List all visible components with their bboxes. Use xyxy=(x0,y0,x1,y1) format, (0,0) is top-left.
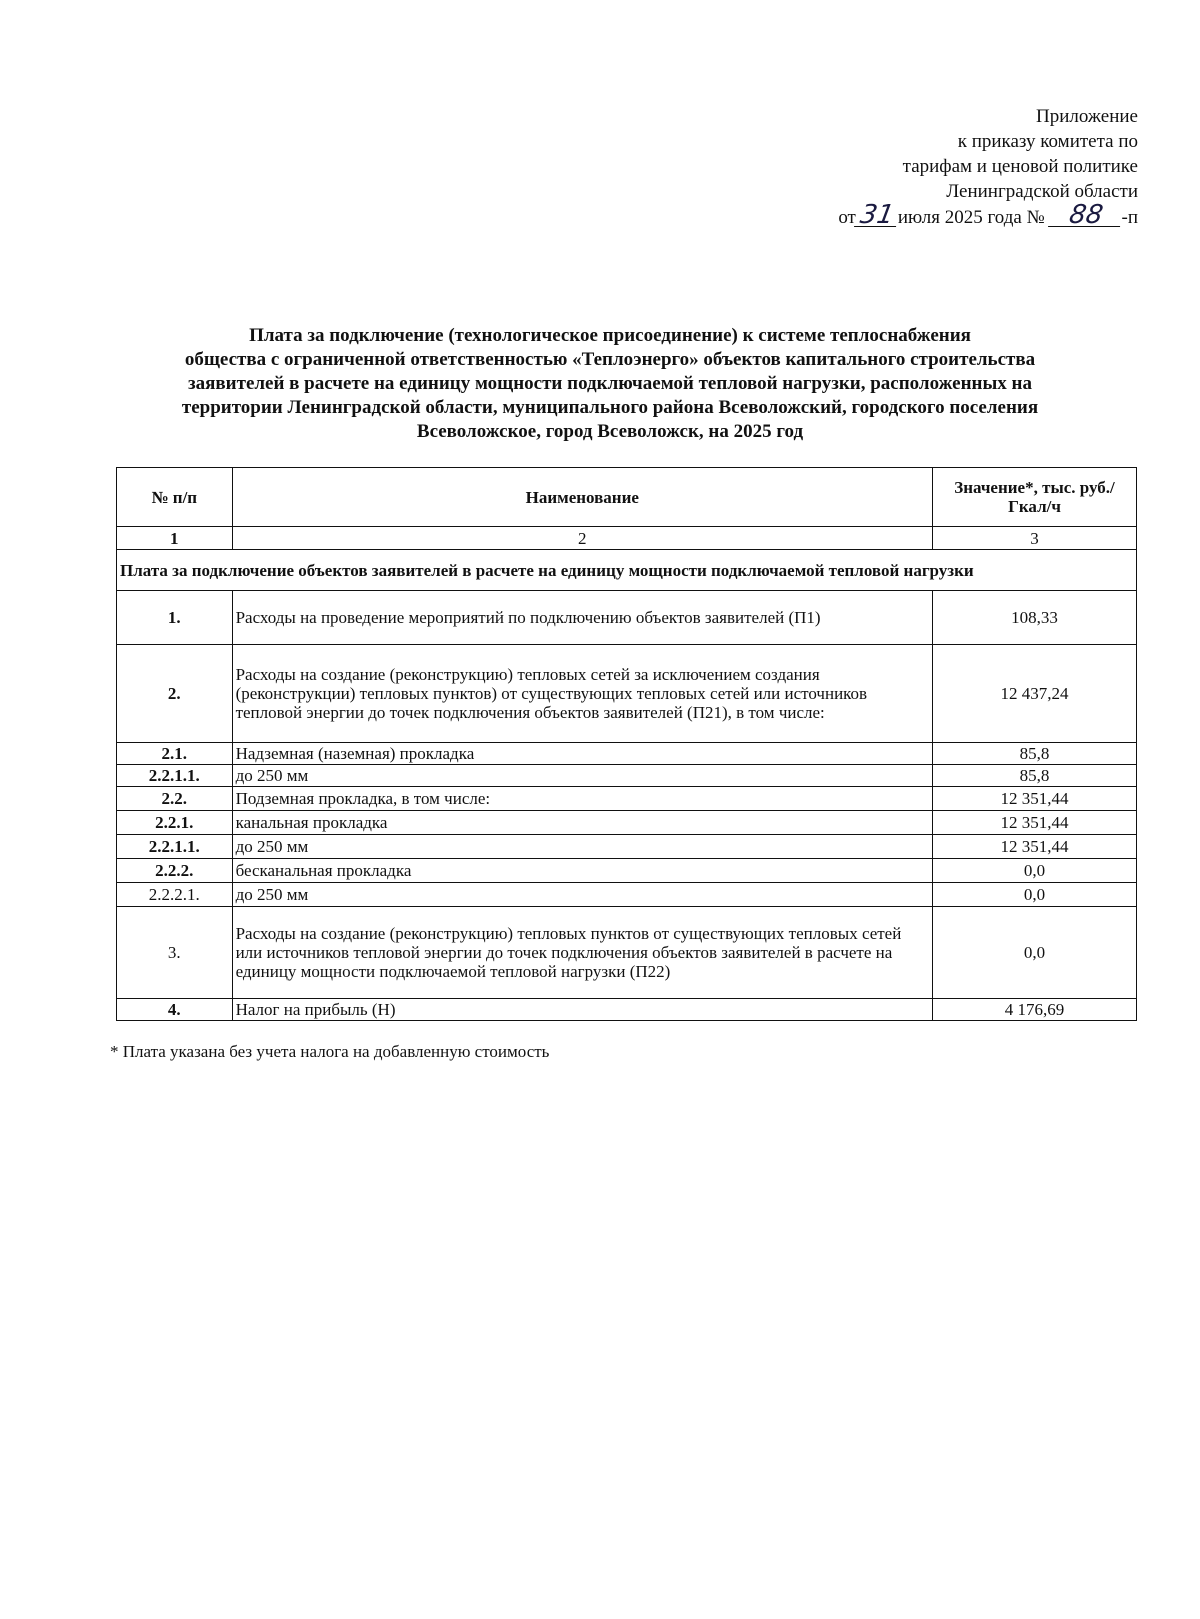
table-row xyxy=(117,907,1137,999)
appendix-header xyxy=(838,104,1138,230)
row-name: канальная прокладка xyxy=(232,811,932,835)
column-number: 2 xyxy=(232,527,932,550)
title-line: территории Ленинградской области, муниципального района Всеволожский, городского поселения xyxy=(181,397,1039,418)
table-row xyxy=(117,787,1137,811)
row-name: Расходы на создание (реконструкцию) тепловых сетей за исключением создания (реконструкции) тепловых пунктов) от существующих тепловых сетей или источников тепловой энергии до точек подключения объектов заявителей (П21), в том числе: xyxy=(232,645,932,743)
row-name: до 250 мм xyxy=(232,883,932,907)
table-row xyxy=(117,811,1137,835)
table-row xyxy=(117,859,1137,883)
row-number: 2.2.1.1. xyxy=(117,835,233,859)
section-title: Плата за подключение объектов заявителей в расчете на единицу мощности подключаемой тепловой нагрузки xyxy=(117,550,1137,591)
row-number: 2.2.2. xyxy=(117,859,233,883)
header-number: № п/п xyxy=(117,468,233,527)
row-number: 2.2.2.1. xyxy=(117,883,233,907)
row-number: 2.1. xyxy=(117,743,233,765)
header-name: Наименование xyxy=(232,468,932,527)
title-line: Плата за подключение (технологическое присоединение) к системе теплоснабжения xyxy=(249,325,971,346)
document-title xyxy=(110,324,1110,444)
row-value: 85,8 xyxy=(932,743,1136,765)
table-row xyxy=(117,835,1137,859)
order-date-line xyxy=(838,200,1138,230)
row-value: 12 351,44 xyxy=(932,811,1136,835)
title-line: заявителей в расчете на единицу мощности подключаемой тепловой нагрузки, расположенных на xyxy=(187,373,1032,394)
row-number: 2.2.1. xyxy=(117,811,233,835)
tariff-table xyxy=(116,467,1137,1021)
row-number: 2.2.1.1. xyxy=(117,765,233,787)
row-value: 85,8 xyxy=(932,765,1136,787)
row-name: Расходы на проведение мероприятий по подключению объектов заявителей (П1) xyxy=(232,591,932,645)
row-name: Подземная прокладка, в том числе: xyxy=(232,787,932,811)
table-header-row xyxy=(117,468,1137,527)
table-row xyxy=(117,765,1137,787)
table-row xyxy=(117,999,1137,1021)
date-prefix: от xyxy=(838,207,856,228)
row-value: 0,0 xyxy=(932,883,1136,907)
column-number-row xyxy=(117,527,1137,550)
vat-footnote: * Плата указана без учета налога на добавленную стоимость xyxy=(110,1042,550,1061)
row-value: 0,0 xyxy=(932,907,1136,999)
row-name: до 250 мм xyxy=(232,765,932,787)
handwritten-order-number: 88 xyxy=(1047,204,1123,227)
header-value: Значение*, тыс. руб./Гкал/ч xyxy=(932,468,1136,527)
row-value: 0,0 xyxy=(932,859,1136,883)
column-number: 3 xyxy=(932,527,1136,550)
title-line: Всеволожское, город Всеволожск, на 2025 год xyxy=(416,421,804,442)
column-number: 1 xyxy=(117,527,233,550)
row-name: Надземная (наземная) прокладка xyxy=(232,743,932,765)
order-reference-line: к приказу комитета по xyxy=(957,131,1138,152)
row-value: 12 351,44 xyxy=(932,787,1136,811)
row-name: бесканальная прокладка xyxy=(232,859,932,883)
table-row xyxy=(117,645,1137,743)
row-number: 1. xyxy=(117,591,233,645)
appendix-label: Приложение xyxy=(1036,106,1138,127)
row-number: 2.2. xyxy=(117,787,233,811)
row-number: 2. xyxy=(117,645,233,743)
table-row xyxy=(117,743,1137,765)
row-value: 12 437,24 xyxy=(932,645,1136,743)
committee-name-line: тарифам и ценовой политике xyxy=(902,156,1138,177)
title-line: общества с ограниченной ответственностью «Теплоэнерго» объектов капитального строительства xyxy=(184,349,1036,370)
date-middle: июля 2025 года № xyxy=(897,207,1045,228)
table-row xyxy=(117,883,1137,907)
row-name: Налог на прибыль (Н) xyxy=(232,999,932,1021)
row-name: Расходы на создание (реконструкцию) тепловых пунктов от существующих тепловых сетей или источников тепловой энергии до точек подключения объектов заявителей в расчете на единицу мощности подключаемой тепловой нагрузки (П22) xyxy=(232,907,932,999)
region-line: Ленинградской области xyxy=(946,181,1138,202)
table-row xyxy=(117,591,1137,645)
order-suffix: -п xyxy=(1121,207,1138,228)
row-number: 3. xyxy=(117,907,233,999)
row-name: до 250 мм xyxy=(232,835,932,859)
row-number: 4. xyxy=(117,999,233,1021)
handwritten-day: 31 xyxy=(854,204,900,227)
row-value: 12 351,44 xyxy=(932,835,1136,859)
row-value: 108,33 xyxy=(932,591,1136,645)
section-row xyxy=(117,550,1137,591)
row-value: 4 176,69 xyxy=(932,999,1136,1021)
